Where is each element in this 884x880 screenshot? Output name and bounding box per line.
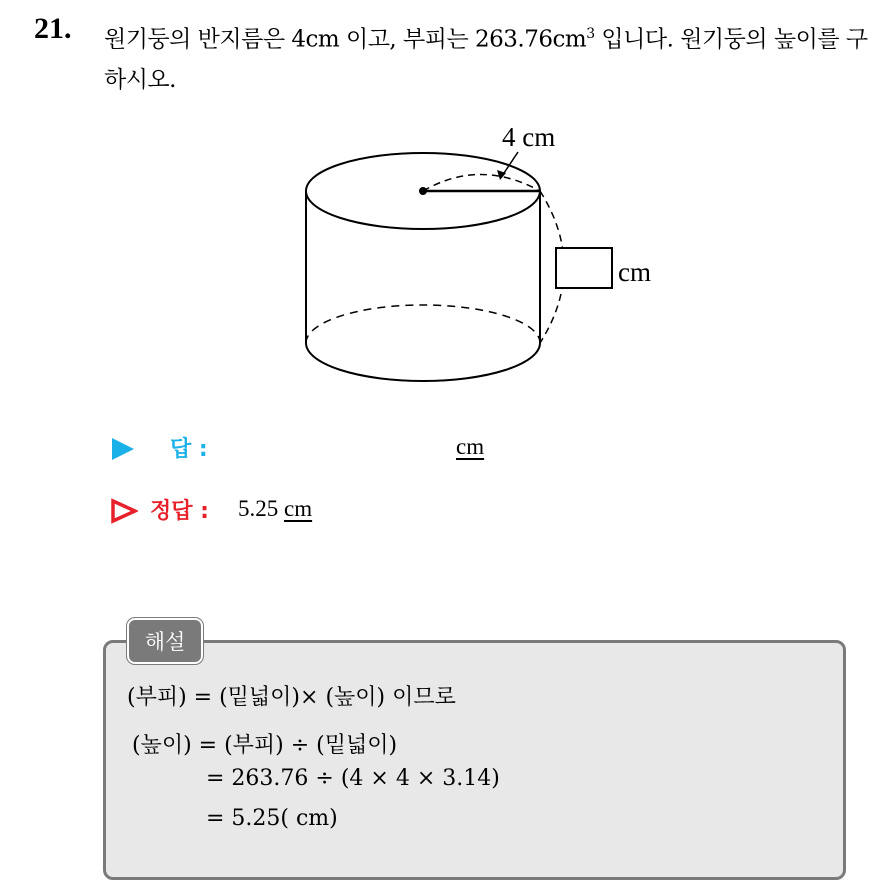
question-text-main: 원기둥의 반지름은 4cm 이고, 부피는 263.76cm bbox=[104, 26, 587, 53]
explanation-box bbox=[103, 640, 846, 880]
height-unit: cm bbox=[618, 257, 651, 287]
height-answer-box bbox=[556, 248, 612, 288]
cylinder-figure bbox=[290, 118, 670, 390]
explanation-line-2: (높이) = (부피) ÷ (밑넓이) bbox=[132, 733, 398, 758]
bottom-face-front bbox=[306, 343, 540, 381]
explanation-tab: 해설 bbox=[127, 618, 203, 664]
answer-unit: cm bbox=[456, 434, 485, 459]
answer-label: 답 : bbox=[170, 437, 208, 462]
question-number: 21. bbox=[34, 12, 72, 45]
radius-arc bbox=[423, 175, 540, 192]
cubic-superscript: 3 bbox=[586, 26, 595, 42]
correct-arrow-icon bbox=[110, 498, 138, 524]
correct-value: 5.25 bbox=[238, 496, 279, 521]
answer-arrow-icon bbox=[110, 436, 136, 462]
question-text-tail: 입니다. 원기둥의 높이를 구하시오. bbox=[104, 26, 868, 93]
radius-label: 4 cm bbox=[502, 122, 556, 152]
bottom-face-back bbox=[306, 305, 540, 343]
explanation-line-4: = 5.25( cm) bbox=[206, 806, 338, 831]
correct-label: 정답 : bbox=[150, 499, 209, 524]
explanation-line-3: = 263.76 ÷ (4 × 4 × 3.14) bbox=[206, 766, 500, 791]
question-text bbox=[104, 14, 874, 100]
explanation-line-1: (부피) = (밑넓이)× (높이) 이므로 bbox=[127, 685, 456, 710]
correct-unit: cm bbox=[284, 496, 313, 521]
